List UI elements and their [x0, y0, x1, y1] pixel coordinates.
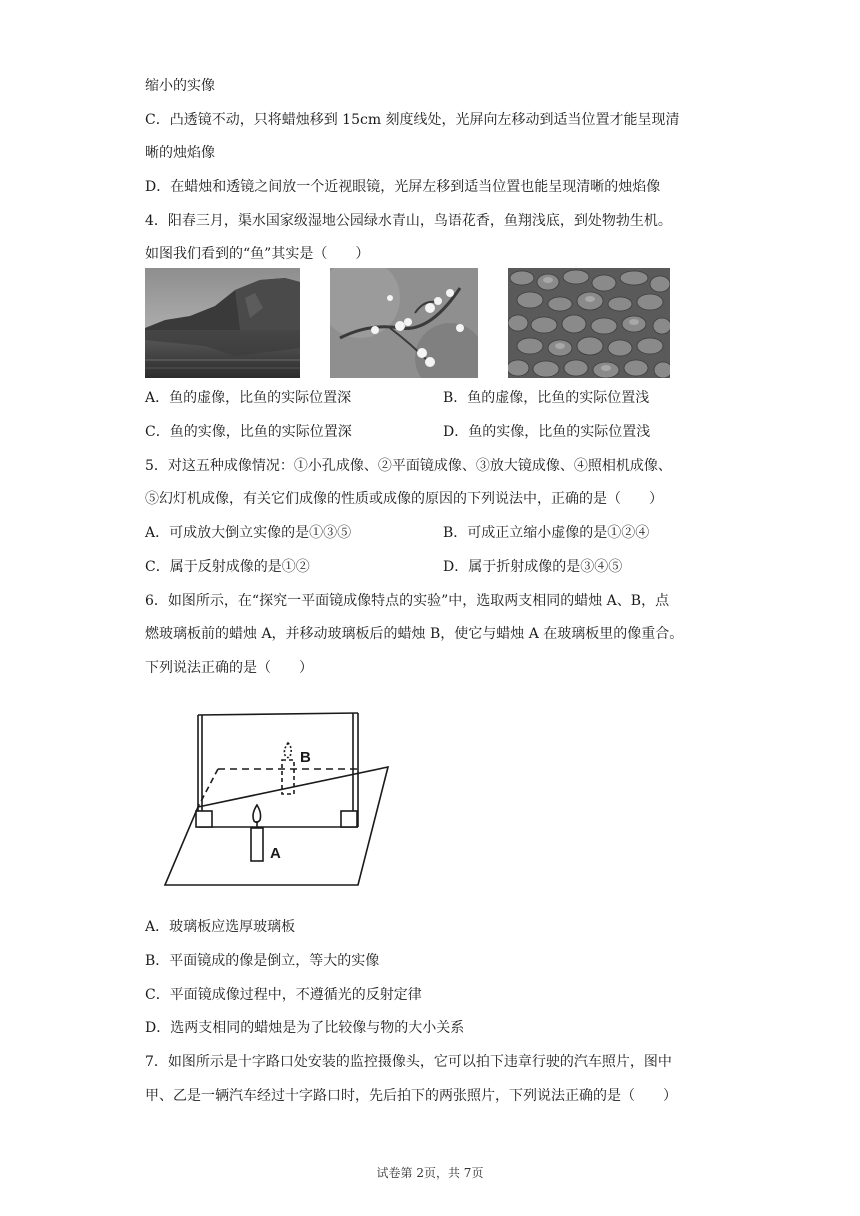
- plane-mirror-diagram: [160, 705, 395, 890]
- option-a: A．鱼的虚像，比鱼的实际位置深: [145, 390, 352, 406]
- option-d: D．属于折射成像的是③④⑤: [443, 559, 623, 575]
- option-c: C．平面镜成像过程中，不遵循光的反射定律: [145, 987, 422, 1003]
- question-5-stem: ⑤幻灯机成像，有关它们成像的性质或成像的原因的下列说法中，正确的是（ ）: [145, 491, 663, 507]
- question-7-stem: 甲、乙是一辆汽车经过十字路口时，先后拍下的两张照片，下列说法正确的是（ ）: [145, 1088, 677, 1104]
- text-line: D．在蜡烛和透镜之间放一个近视眼镜，光屏左移到适当位置也能呈现清晰的烛焰像: [145, 179, 661, 195]
- text-line: 晰的烛焰像: [145, 145, 215, 161]
- question-4-stem: 4．阳春三月，渠水国家级湿地公园绿水青山，鸟语花香，鱼翔浅底，到处物勃生机。: [145, 213, 672, 229]
- question-6-stem: 6．如图所示，在“探究一平面镜成像特点的实验”中，选取两支相同的蜡烛 A、B，点: [145, 593, 670, 609]
- question-5-stem: 5．对这五种成像情况：①小孔成像、②平面镜成像、③放大镜成像、④照相机成像、: [145, 458, 672, 474]
- option-c: C．鱼的实像，比鱼的实际位置深: [145, 424, 352, 440]
- lake-photo: [145, 268, 300, 378]
- candle-a-label: A: [270, 845, 281, 862]
- candle-b-label: B: [300, 749, 311, 766]
- option-b: B．鱼的虚像，比鱼的实际位置浅: [443, 390, 650, 406]
- question-7-stem: 7．如图所示是十字路口处安装的监控摄像头，它可以拍下违章行驶的汽车照片，图中: [145, 1054, 672, 1070]
- blossom-photo: [330, 268, 478, 378]
- option-b: B．可成正立缩小虚像的是①②④: [443, 525, 650, 541]
- question-4-stem: 如图我们看到的“鱼”其实是（ ）: [145, 246, 370, 262]
- option-d: D．选两支相同的蜡烛是为了比较像与物的大小关系: [145, 1020, 465, 1036]
- option-a: A．可成放大倒立实像的是①③⑤: [145, 525, 352, 541]
- page-footer: 试卷第 2页，共 7页: [376, 1166, 484, 1180]
- option-d: D．鱼的实像，比鱼的实际位置浅: [443, 424, 651, 440]
- question-6-stem: 燃玻璃板前的蜡烛 A，并移动玻璃板后的蜡烛 B，使它与蜡烛 A 在玻璃板里的像重合。: [145, 626, 684, 642]
- text-line: C．凸透镜不动，只将蜡烛移到 15cm 刻度线处，光屏向左移动到适当位置才能呈现清: [145, 112, 680, 128]
- question-6-stem: 下列说法正确的是（ ）: [145, 660, 313, 676]
- option-a: A．玻璃板应选厚玻璃板: [145, 919, 296, 935]
- text-line: 缩小的实像: [145, 78, 215, 94]
- option-c: C．属于反射成像的是①②: [145, 559, 310, 575]
- option-b: B．平面镜成的像是倒立，等大的实像: [145, 953, 380, 969]
- pebbles-photo: [508, 268, 670, 378]
